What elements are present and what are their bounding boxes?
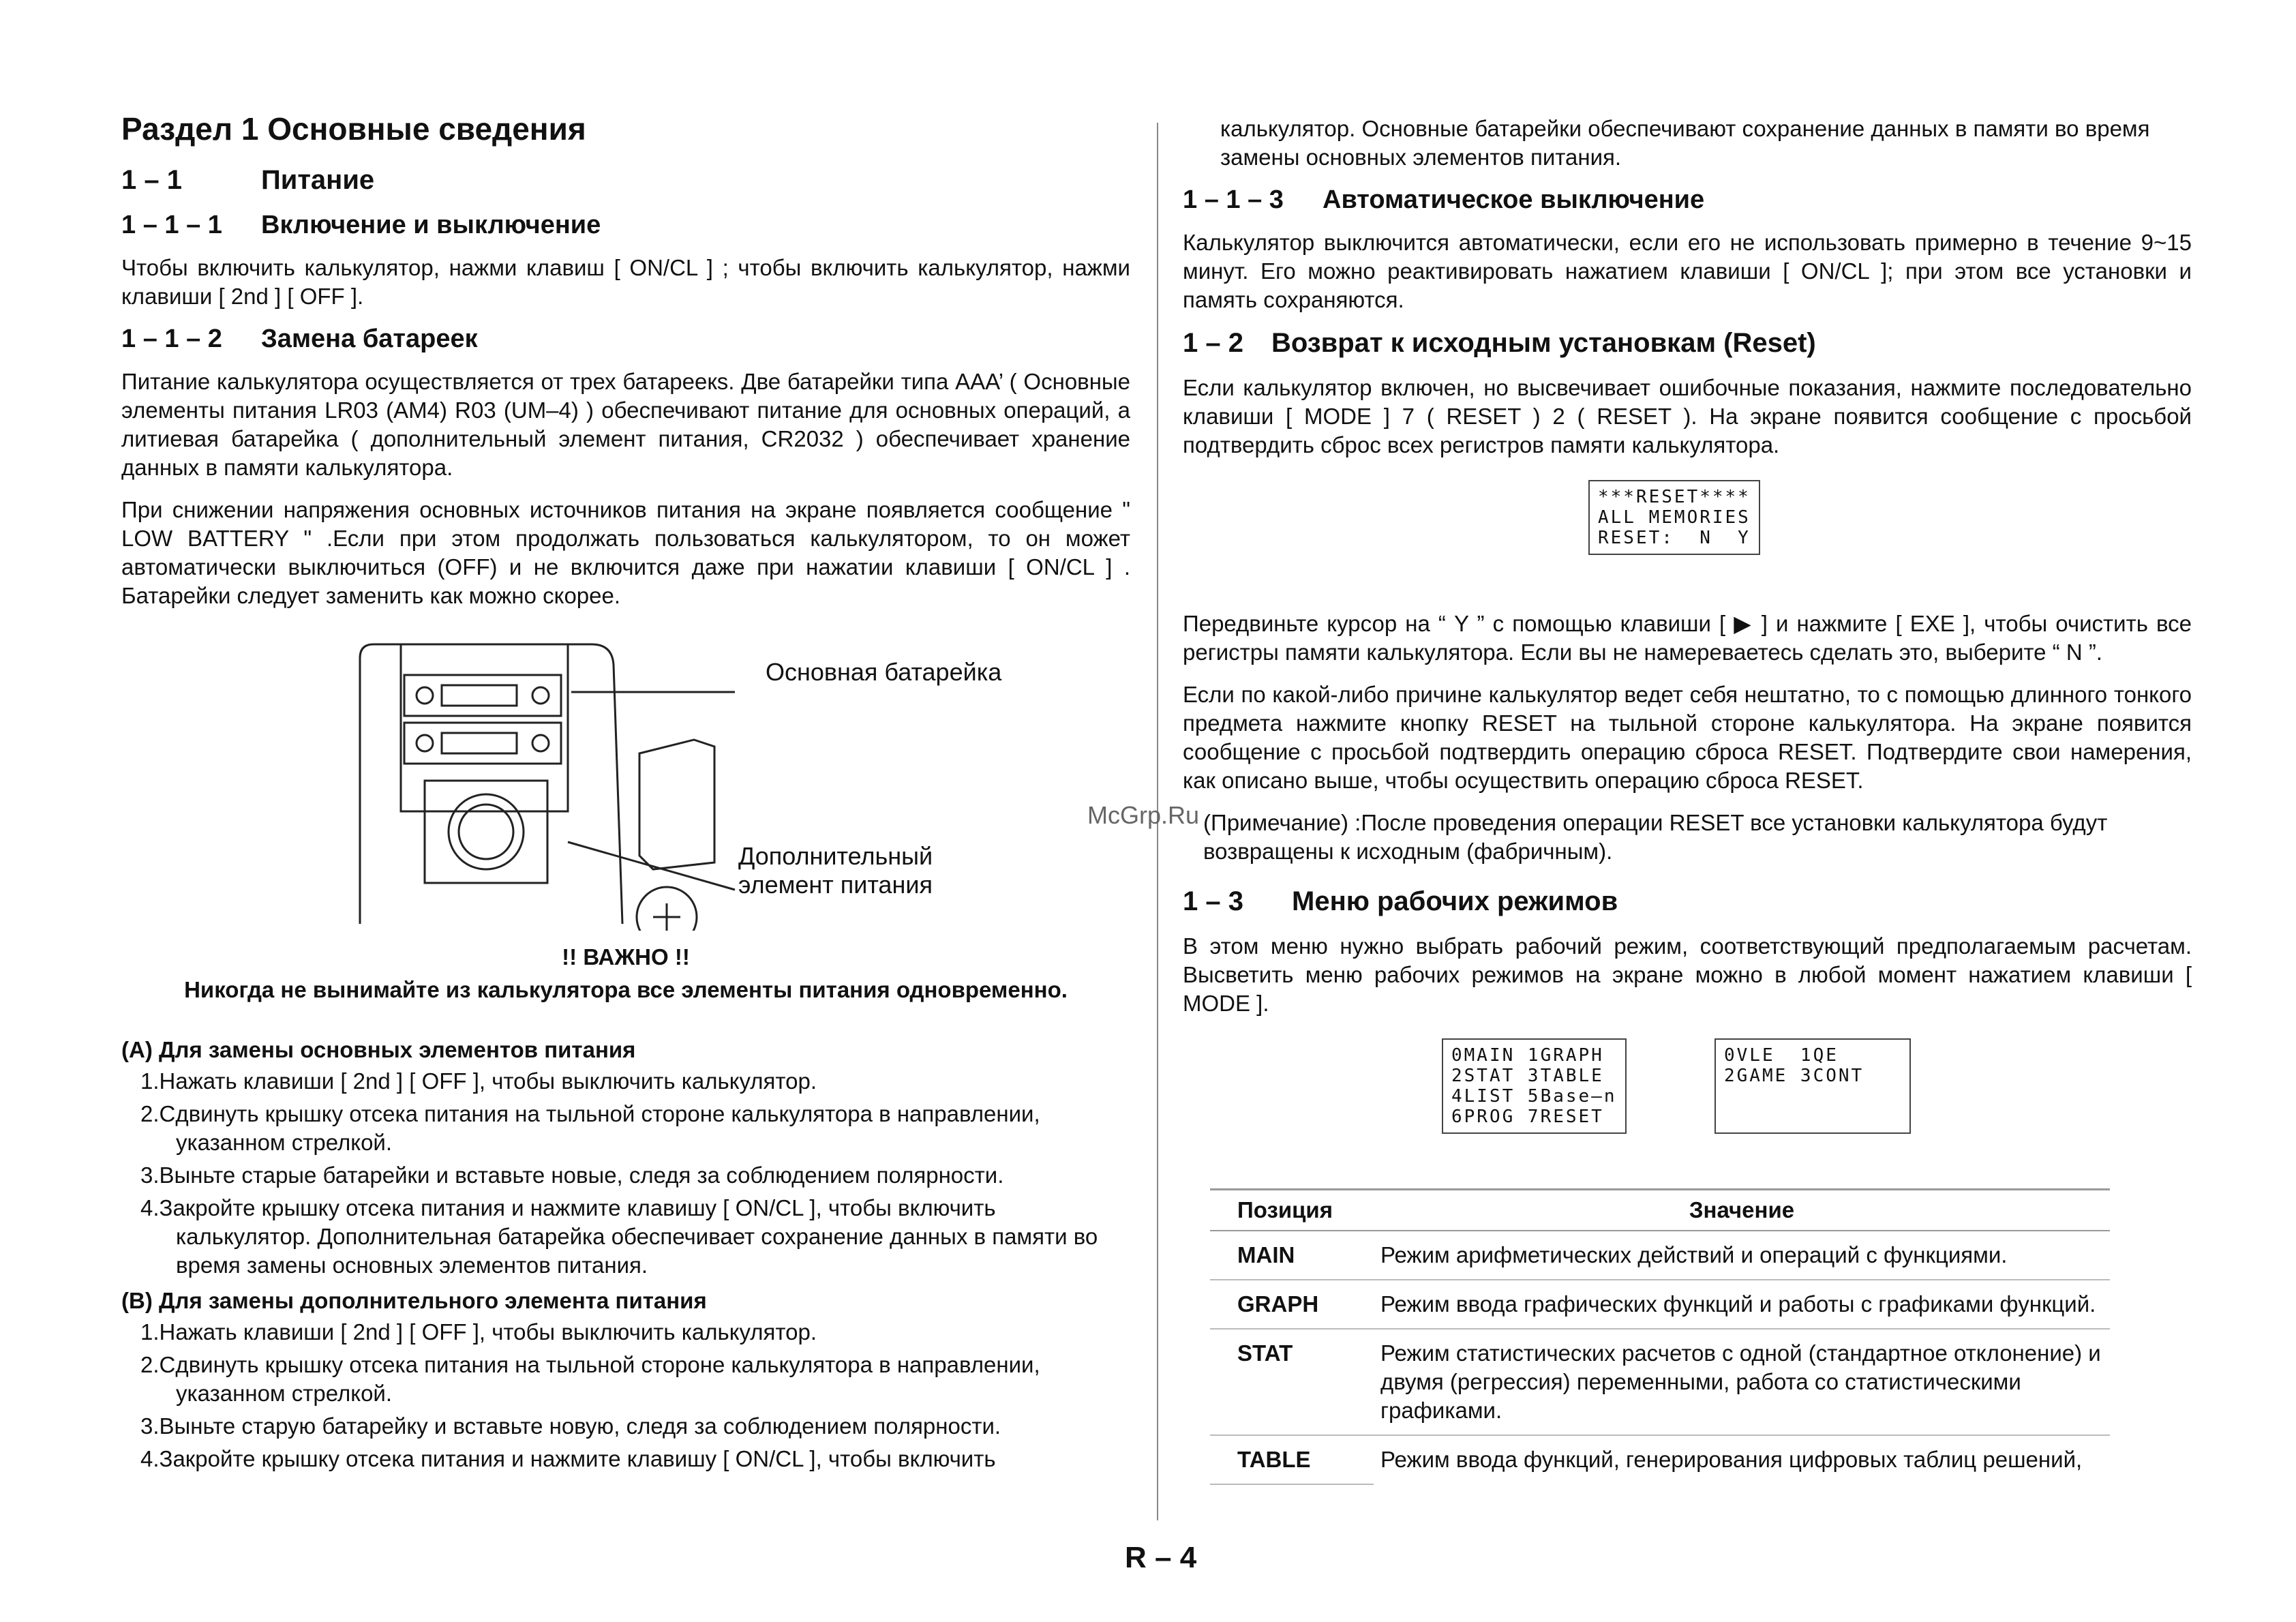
list-a-item: 2.Сдвинуть крышку отсека питания на тыльной стороне калькулятора в направлении, указанном стрелкой.: [140, 1101, 1040, 1155]
table-header-meaning: Значение: [1374, 1190, 2110, 1231]
list-a-heading: (A) Для замены основных элементов питания: [121, 1037, 636, 1062]
label-main-battery: Основная батарейка: [766, 658, 1002, 686]
paragraph-menu: В этом меню нужно выбрать рабочий режим, соответствующий предполагаемым расчетам. Высветить меню рабочих режимов на экране можно в любой момент нажатием клавиши [ MODE ].: [1183, 933, 2192, 1016]
table-header-position: Позиция: [1210, 1190, 1374, 1231]
battery-illustration: [121, 637, 1130, 931]
heading-1-2: 1 – 2 Возврат к исходным установкам (Reset): [1183, 328, 1816, 358]
page-number: R – 4: [1125, 1541, 1197, 1574]
mode-description: Режим арифметических действий и операций с функциями.: [1374, 1231, 2110, 1280]
note: [1203, 809, 2192, 866]
heading-1-1-2: 1 – 1 – 2 Замена батареек: [121, 325, 478, 353]
table-row: [1210, 1329, 2110, 1435]
heading-1-1-3: 1 – 1 – 3 Автоматическое выключение: [1183, 185, 1705, 214]
list-a-item: 1.Нажать клавиши [ 2nd ] [ OFF ], чтобы выключить калькулятор.: [140, 1068, 817, 1094]
table-row: [1210, 1280, 2110, 1329]
list-a-item: 4.Закройте крышку отсека питания и нажмите клавишу [ ON/CL ], чтобы включить калькулятор. Дополнительная батарейка обеспечивает сохранение данных в памяти во время замены основных элементов питания.: [140, 1195, 1098, 1278]
note-text: После проведения операции RESET все установки калькулятора будут возвращены к исходным (фабричным).: [1203, 810, 2108, 864]
paragraph-battery-1: Питание калькулятора осуществляется от трех батареекs. Две батарейки типа AAA’ ( Основные элементы питания LR03 (AM4) R03 (UM–4) ) обеспечивают питание для основных операций, а литиевая батарейка ( дополнительный элемент питания, CR2032 ) обеспечивает хранение данных в памяти калькулятора.: [121, 369, 1130, 480]
section-title: Раздел 1 Основные сведения: [121, 111, 586, 147]
reset-screen: ***RESET**** ALL MEMORIES RESET: N Y: [1588, 480, 1760, 555]
mode-key: MAIN: [1210, 1231, 1374, 1280]
list-b-item: 4.Закройте крышку отсека питания и нажмите клавишу [ ON/CL ], чтобы включить: [140, 1446, 996, 1471]
mode-description: Режим ввода функций, генерирования цифровых таблиц решений,: [1380, 1447, 2083, 1472]
menu-screen-1: 0MAIN 1GRAPH 2STAT 3TABLE 4LIST 5Base–n 6PROG 7RESET: [1442, 1038, 1627, 1134]
mode-key: GRAPH: [1210, 1280, 1374, 1329]
list-b-item: 2.Сдвинуть крышку отсека питания на тыльной стороне калькулятора в направлении, указанном стрелкой.: [140, 1352, 1040, 1406]
list-b-item: 3.Выньте старую батарейку и вставьте новую, следя за соблюдением полярности.: [140, 1413, 1001, 1439]
menu-screens-area: [1183, 1032, 2192, 1168]
left-column: [121, 102, 1130, 1477]
label-aux-battery: Дополнительный элемент питания: [738, 842, 933, 899]
heading-1-1: 1 – 1 Питание: [121, 165, 375, 195]
reset-screen-area: [1183, 473, 2192, 610]
watermark: McGrp.Ru: [1087, 801, 1200, 829]
list-b-item: 1.Нажать клавиши [ 2nd ] [ OFF ], чтобы выключить калькулятор.: [140, 1319, 817, 1345]
paragraph-continuation: калькулятор. Основные батарейки обеспечивают сохранение данных в памяти во время замены основных элементов питания.: [1220, 116, 2150, 170]
important-text: Никогда не вынимайте из калькулятора все элементы питания одновременно.: [184, 977, 1068, 1002]
paragraph-reset-3: Если по какой-либо причине калькулятор ведет себя нештатно, то с помощью длинного тонкого предмета нажмите кнопку RESET на тыльной стороне калькулятора. На экране появится сообщение с просьбой подтвердить операцию сброса RESET. Подтвердите свои намерения, как описано выше, чтобы осуществить операцию сброса RESET.: [1183, 682, 2192, 793]
table-header-row: [1210, 1190, 2110, 1231]
table-row: [1210, 1435, 2110, 1484]
right-column: [1183, 115, 2192, 1485]
list-a-item: 3.Выньте старые батарейки и вставьте новые, следя за соблюдением полярности.: [140, 1162, 1004, 1188]
list-b-heading: (B) Для замены дополнительного элемента питания: [121, 1288, 707, 1313]
paragraph-auto-off: Калькулятор выключится автоматически, если его не использовать примерно в течение 9~15 минут. Его можно реактивировать нажатием клавиши [ ON/CL ]; при этом все установки и память сохраняются.: [1183, 230, 2192, 312]
note-label: (Примечание) :: [1203, 810, 1361, 835]
important-title: !! ВАЖНО !!: [562, 944, 690, 970]
paragraph-reset-1: Если калькулятор включен, но высвечивает ошибочные показания, нажмите последовательно клавиши [ MODE ] 7 ( RESET ) 2 ( RESET ). На экране появится сообщение с просьбой подтвердить сброс всех регистров памяти калькулятора.: [1183, 375, 2192, 457]
menu-screen-2: 0VLE 1QE 2GAME 3CONT: [1715, 1038, 1911, 1134]
mode-description: Режим ввода графических функций и работы с графиками функций.: [1374, 1280, 2110, 1329]
paragraph-power: Чтобы включить калькулятор, нажми клавиш [ ON/CL ] ; чтобы включить калькулятор, нажми клавиши [ 2nd ] [ OFF ].: [121, 255, 1130, 309]
paragraph-reset-2: Передвиньте курсор на “ Y ” с помощью клавиши [ ▶ ] и нажмите [ EXE ], чтобы очистить все регистры памяти калькулятора. Если вы не намереваетесь сделать это, выберите “ N ”.: [1183, 611, 2192, 665]
heading-1-3: 1 – 3 Меню рабочих режимов: [1183, 886, 1618, 916]
mode-description: Режим статистических расчетов с одной (стандартное отклонение) и двумя (регрессия) переменными, работа со статистическими графиками.: [1374, 1329, 2110, 1435]
paragraph-battery-2: При снижении напряжения основных источников питания на экране появляется сообщение " LOW BATTERY " .Если при этом продолжать пользоваться калькулятором, то он может автоматически выключиться (OFF) и не включится даже при нажатии клавиши [ ON/CL ] . Батарейки следует заменить как можно скорее.: [121, 497, 1130, 608]
table-row: [1210, 1231, 2110, 1280]
mode-key: STAT: [1210, 1329, 1374, 1435]
mode-key: TABLE: [1210, 1435, 1374, 1484]
modes-table: [1210, 1188, 2110, 1485]
heading-1-1-1: 1 – 1 – 1 Включение и выключение: [121, 211, 601, 239]
